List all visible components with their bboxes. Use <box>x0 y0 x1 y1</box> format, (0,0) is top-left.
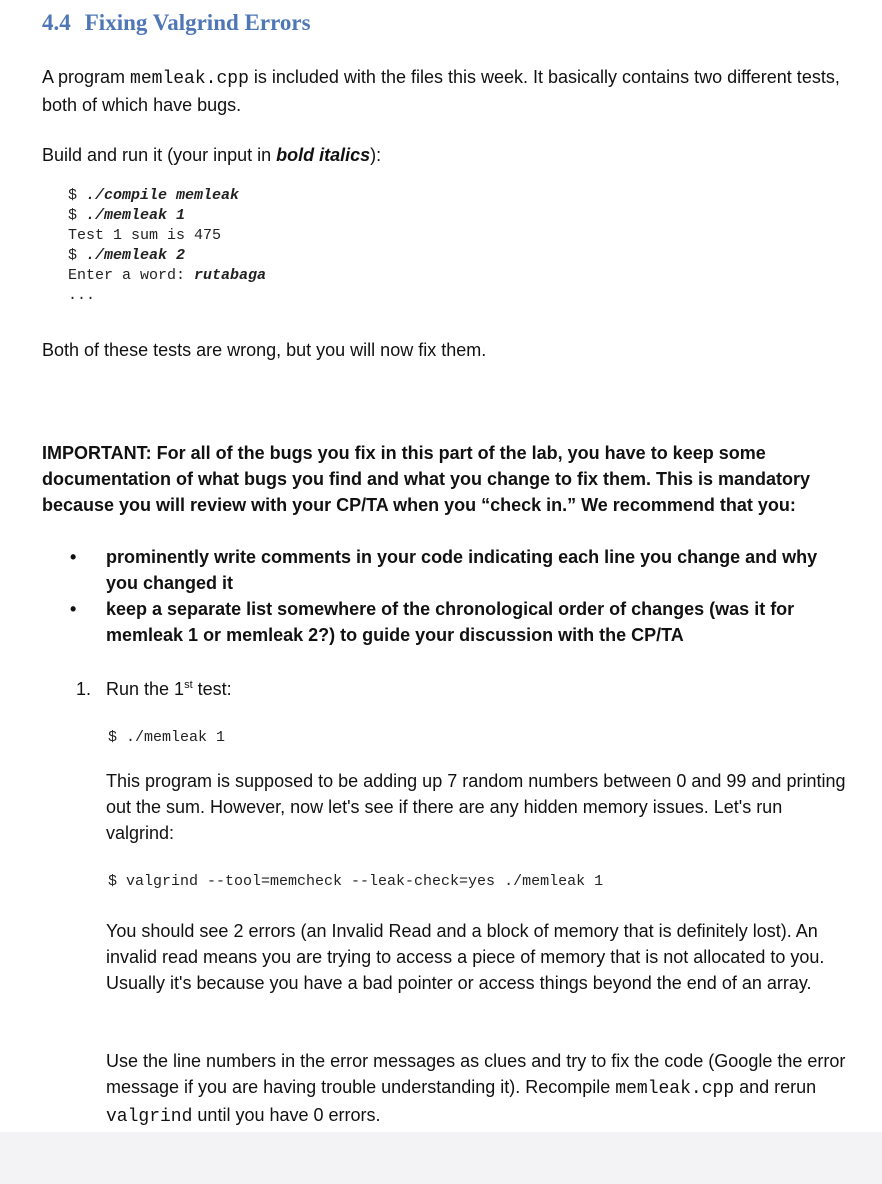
terminal-line: $ ./memleak 1 <box>68 207 186 224</box>
invalid-read-explanation: You should see 2 errors (an Invalid Read and a block of memory that is definitely lost). An invalid read means you are trying to access a piece of memory that is not allocated to you. Usually it's because you have a bad pointer or access things beyond the end of an array. <box>106 921 825 993</box>
terminal-line: $ ./compile memleak <box>68 187 240 204</box>
filename: memleak.cpp <box>615 1079 735 1099</box>
tool-name: valgrind <box>106 1107 193 1127</box>
section-title: Fixing Valgrind Errors <box>84 10 311 35</box>
step-number: 1. <box>76 679 92 699</box>
emphasis: bold italics <box>276 145 371 165</box>
step-1-heading: 1. Run the 1st test: <box>76 676 232 702</box>
section-heading <box>42 10 311 36</box>
important-paragraph: IMPORTANT: For all of the bugs you fix in this part of the lab, you have to keep some documentation of what bugs you find and what you change to fix them. This is mandatory because you will review with your CP/TA when you “check in.” We recommend that you: <box>42 443 811 515</box>
command-run-test: $ ./memleak 1 <box>108 729 226 746</box>
list-item: • prominently write comments in your code indicating each line you change and why you changed it <box>42 544 822 596</box>
fix-instructions: Use the line numbers in the error messages as clues and try to fix the code (Google the error message if you are having trouble understanding it). Recompile memleak.cpp and rerun valgrind until you have 0 errors. <box>106 1051 846 1127</box>
page-footer-band <box>0 1132 882 1184</box>
terminal-transcript <box>68 186 266 306</box>
build-paragraph: Build and run it (your input in bold italics): <box>42 145 382 165</box>
step-1-description: This program is supposed to be adding up 7 random numbers between 0 and 99 and printing out the sum. However, now let's see if there are any hidden memory issues. Let's run valgrind: <box>106 771 846 843</box>
both-wrong-paragraph: Both of these tests are wrong, but you will now fix them. <box>42 340 487 360</box>
section-number: 4.4 <box>42 10 71 35</box>
command-valgrind: $ valgrind --tool=memcheck --leak-check=yes ./memleak 1 <box>108 873 604 890</box>
terminal-line: Enter a word: rutabaga <box>68 267 267 284</box>
list-item: • keep a separate list somewhere of the chronological order of changes (was it for memleak 1 or memleak 2?) to guide your discussion with the CP/TA <box>42 596 822 648</box>
terminal-line: Test 1 sum is 475 <box>68 227 222 244</box>
recommendation-list <box>42 544 822 648</box>
filename: memleak.cpp <box>130 69 249 89</box>
intro-paragraph: A program memleak.cpp is included with the files this week. It basically contains two different tests, both of which have bugs. <box>42 67 840 115</box>
terminal-line: ... <box>68 287 96 304</box>
terminal-line: $ ./memleak 2 <box>68 247 186 264</box>
